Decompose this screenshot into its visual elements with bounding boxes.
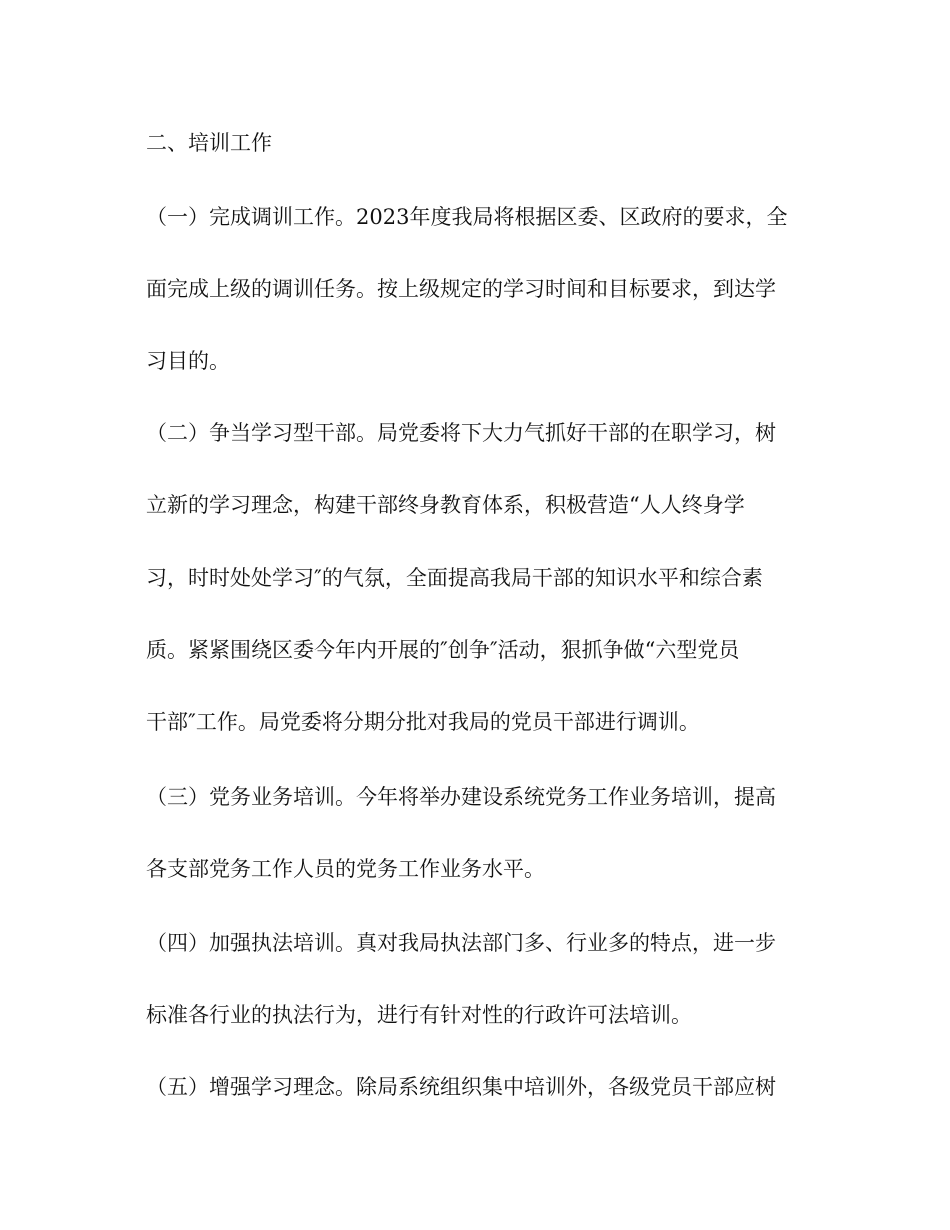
paragraph-line: 立新的学习理念，构建干部终身教育体系，积极营造“人人终身学: [146, 493, 745, 517]
paragraph-line: 标准各行业的执法行为，进行有针对性的行政许可法培训。: [146, 1003, 692, 1027]
section-heading: 二、培训工作: [146, 131, 272, 155]
paragraph-line: （一）完成调训工作。2023年度我局将根据区委、区政府的要求，全: [146, 205, 788, 229]
paragraph-line: （四）加强执法培训。真对我局执法部门多、行业多的特点，进一步: [146, 931, 776, 955]
paragraph-line: 习，时时处处学习″的气氛，全面提高我局干部的知识水平和综合素: [146, 566, 763, 590]
paragraph-line: 各支部党务工作人员的党务工作业务水平。: [146, 857, 545, 881]
paragraph-line: 干部″工作。局党委将分期分批对我局的党员干部进行调训。: [146, 710, 700, 734]
paragraph-line: 质。紧紧围绕区委今年内开展的″创争″活动，狠抓争做“六型党员: [146, 638, 740, 662]
paragraph-line: （二）争当学习型干部。局党委将下大力气抓好干部的在职学习，树: [146, 421, 776, 445]
paragraph-line: 面完成上级的调训任务。按上级规定的学习时间和目标要求，到达学: [146, 277, 776, 301]
paragraph-line: （五）增强学习理念。除局系统组织集中培训外，各级党员干部应树: [146, 1075, 776, 1099]
paragraph-line: （三）党务业务培训。今年将举办建设系统党务工作业务培训，提高: [146, 785, 776, 809]
paragraph-line: 习目的。: [146, 349, 230, 373]
